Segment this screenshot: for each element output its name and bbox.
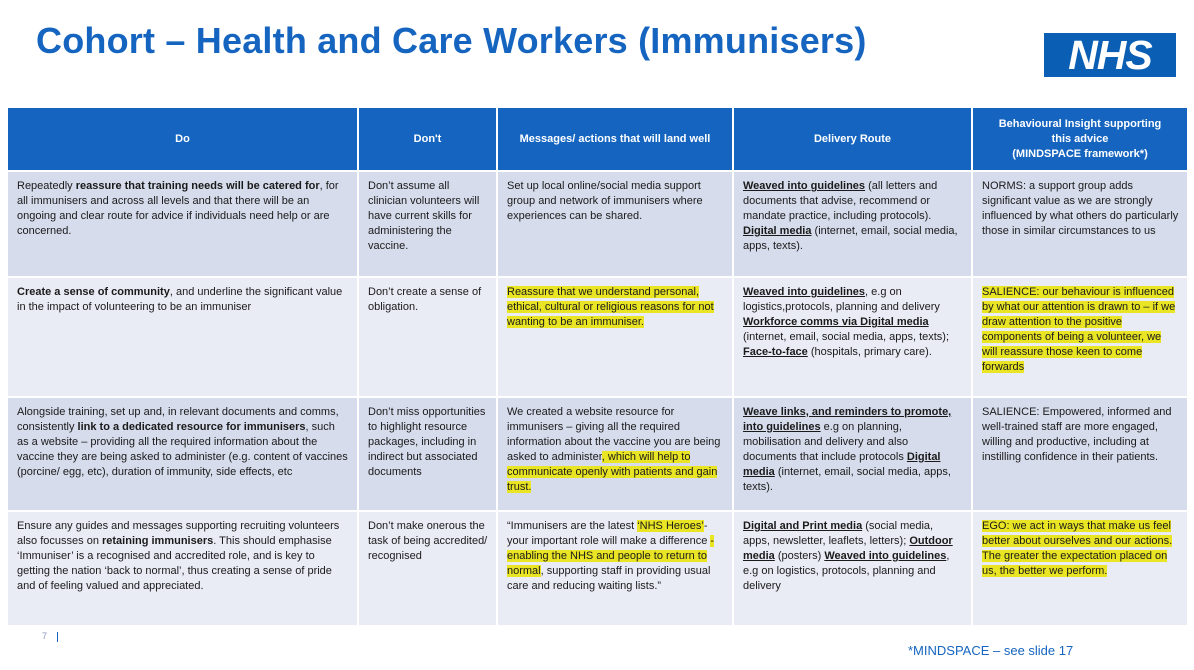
row4-do-cell: Ensure any guides and messages supporting recruiting volunteers also focusses on retaining immunisers. This should emphasise ‘Immuniser’ is a recognised and accredited role, and is key to getting the nation ‘back to normal’, thus creating a sense of pride and of feeling valued and appreciated. bbox=[8, 512, 357, 625]
row3-do-cell: Alongside training, set up and, in relevant documents and comms, consistently link to a dedicated resource for immunisers, such as a website – providing all the required information about the vaccine they are being asked to administer (e.g. content of vaccines (porcine/ egg, etc), duration of immunity, side effects, etc bbox=[8, 398, 357, 510]
row2-dont-cell: Don’t create a sense of obligation. bbox=[359, 278, 496, 396]
page-number: 7 bbox=[42, 631, 48, 641]
header-delivery-route: Delivery Route bbox=[734, 108, 971, 170]
row4-insight-cell: EGO: we act in ways that make us feel better about ourselves and our actions. The greater the expectation placed on us, the better we perform. bbox=[973, 512, 1187, 625]
row3-dont-cell: Don’t miss opportunities to highlight resource packages, including in indirect but associated documents bbox=[359, 398, 496, 510]
header-behavioural-insight bbox=[973, 108, 1187, 170]
row1-messages-cell: Set up local online/social media support group and network of immunisers where experiences can be shared. bbox=[498, 172, 732, 276]
row2-insight-cell: SALIENCE: our behaviour is influenced by what our attention is drawn to – if we draw attention to the positive components of being a volunteer, we will reassure those keen to come forwards bbox=[973, 278, 1187, 396]
row2-messages-cell: Reassure that we understand personal, ethical, cultural or religious reasons for not wanting to be an immuniser. bbox=[498, 278, 732, 396]
cohort-table bbox=[8, 108, 1188, 625]
row1-dont-cell: Don’t assume all clinician volunteers will have current skills for administering the vaccine. bbox=[359, 172, 496, 276]
row3-messages-cell: We created a website resource for immunisers – giving all the required information about the vaccine you are being asked to administer, which will help to communicate openly with patients and gain trust. bbox=[498, 398, 732, 510]
header-messages: Messages/ actions that will land well bbox=[498, 108, 732, 170]
page-number-divider bbox=[57, 632, 58, 642]
nhs-logo-text: NHS bbox=[1068, 31, 1152, 78]
row2-delivery-cell: Weaved into guidelines, e.g on logistics,protocols, planning and delivery Workforce comms via Digital media (internet, email, social media, apps, texts); Face-to-face (hospitals, primary care). bbox=[734, 278, 971, 396]
row1-insight-cell: NORMS: a support group adds significant value as we are strongly influenced by what others do particularly those in similar circumstances to us bbox=[973, 172, 1187, 276]
row3-delivery-cell: Weave links, and reminders to promote, into guidelines e.g on planning, mobilisation and delivery and also documents that include protocols Digital media (internet, email, social media, apps, texts). bbox=[734, 398, 971, 510]
row1-delivery-cell: Weaved into guidelines (all letters and documents that advise, recommend or mandate practice, including protocols). Digital media (internet, email, social media, apps, texts). bbox=[734, 172, 971, 276]
row4-delivery-cell: Digital and Print media (social media, apps, newsletter, leaflets, letters); Outdoor media (posters) Weaved into guidelines, e.g on logistics, protocols, planning and delivery bbox=[734, 512, 971, 625]
row2-do-cell: Create a sense of community, and underline the significant value in the impact of volunteering to be an immuniser bbox=[8, 278, 357, 396]
header-insight-line2: this advice bbox=[1051, 132, 1109, 145]
slide-title: Cohort – Health and Care Workers (Immunisers) bbox=[36, 20, 867, 61]
header-insight-line3: (MINDSPACE framework*) bbox=[1012, 147, 1148, 160]
header-dont: Don't bbox=[359, 108, 496, 170]
header-do: Do bbox=[8, 108, 357, 170]
row1-do-cell: Repeatedly reassure that training needs will be catered for, for all immunisers and across all levels and that there will be an ongoing and clear route for advice if individuals need help or are concerned. bbox=[8, 172, 357, 276]
row4-dont-cell: Don’t make onerous the task of being accredited/ recognised bbox=[359, 512, 496, 625]
row4-messages-cell: “Immunisers are the latest ‘NHS Heroes’- your important role will make a difference - enabling the NHS and people to return to normal, supporting staff in providing usual care and reducing waiting lists.” bbox=[498, 512, 732, 625]
nhs-logo bbox=[1044, 33, 1176, 77]
header-insight-line1: Behavioural Insight supporting bbox=[998, 117, 1162, 130]
mindspace-footnote: *MINDSPACE – see slide 17 bbox=[908, 643, 1074, 658]
row3-insight-cell: SALIENCE: Empowered, informed and well-trained staff are more engaged, willing and productive, including at instilling confidence in their patients. bbox=[973, 398, 1187, 510]
